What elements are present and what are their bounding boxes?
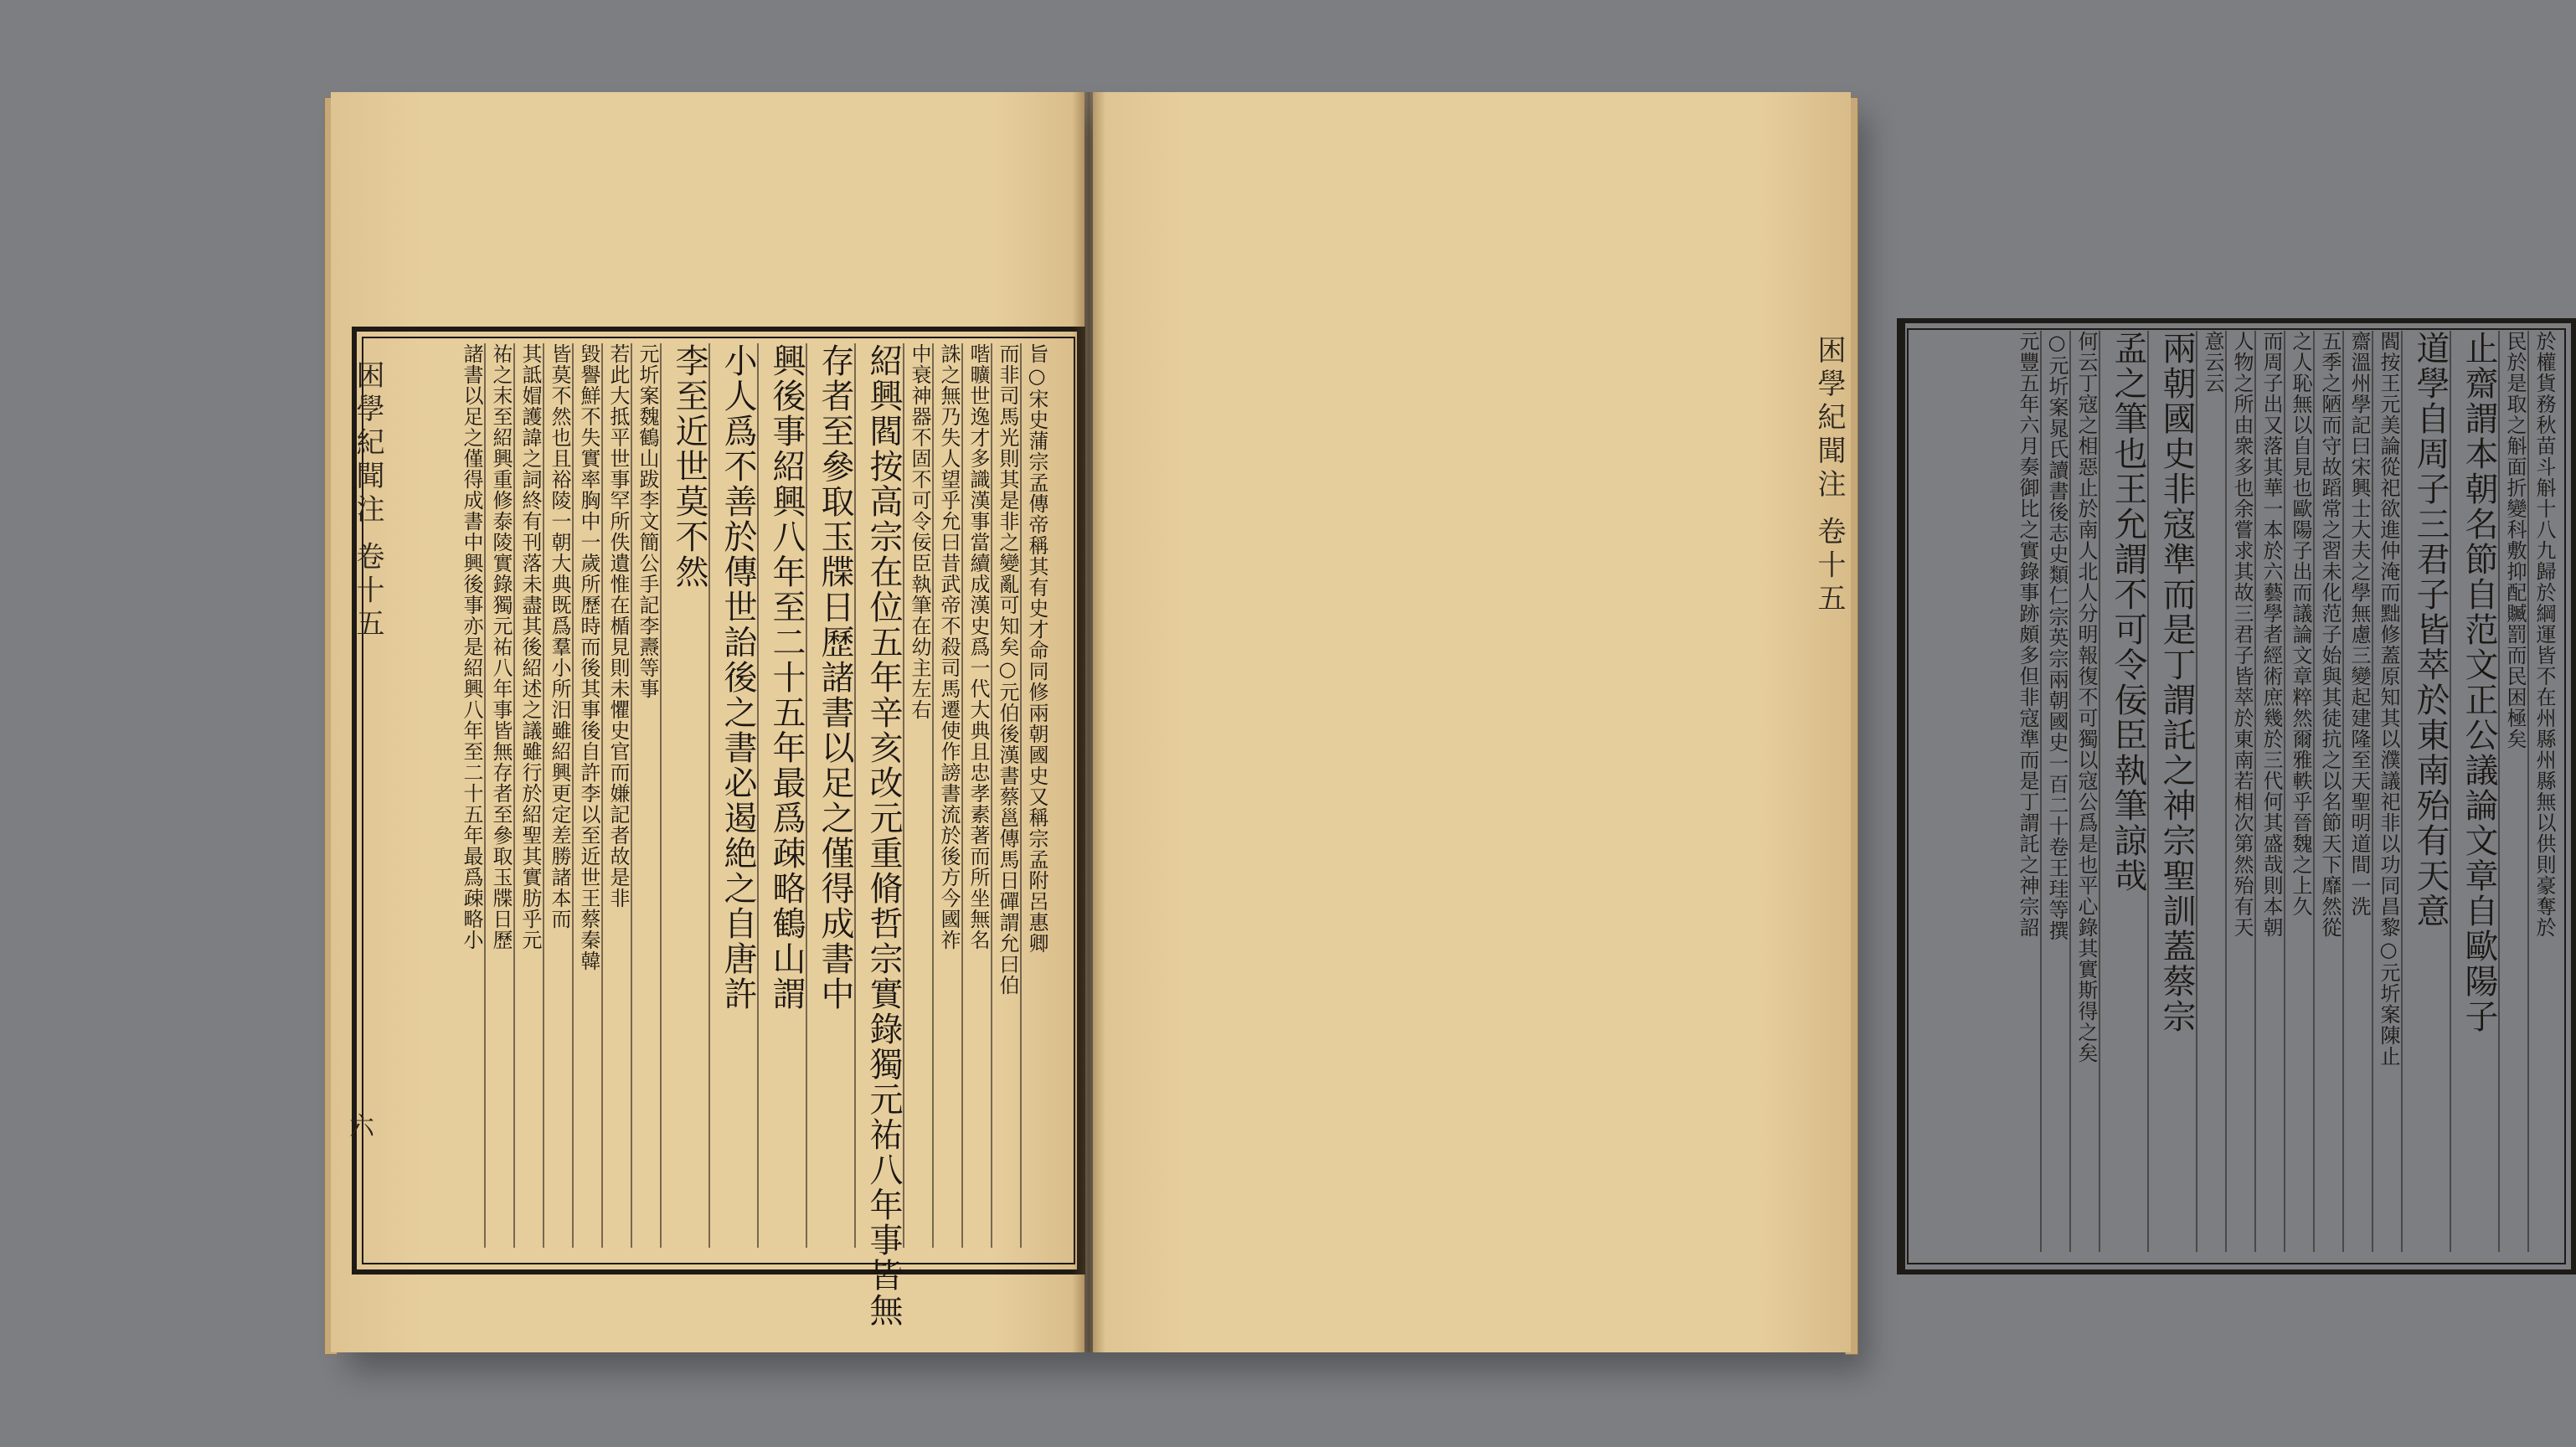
main-text-column: 興後事紹興八年至二十五年最爲疎略鶴山謂 — [767, 343, 806, 1012]
column-rule — [484, 343, 486, 1248]
main-text-column: 李至近世莫不然 — [670, 343, 708, 590]
column-rule — [806, 343, 807, 1248]
commentary-column: 毀譽鮮不失實率胸中一歲所歷時而後其事後自許李以至近世王蔡秦韓 — [577, 343, 600, 971]
commentary-column: 諸書以足之僅得成書中興後事亦是紹興八年至二十五年最爲疎略小 — [460, 343, 483, 950]
column-rule — [991, 343, 992, 1248]
commentary-column: 旨○宋史蒲宗孟傳帝稱其有史才命同修兩朝國史又稱宗孟附呂惠卿 — [1025, 343, 1048, 954]
column-rule — [2040, 331, 2042, 1252]
right-margin-title: 困學紀聞注 卷十五 — [1812, 335, 1846, 617]
commentary-column: 皆莫不然也且裕陵一朝大典既爲羣小所汨雖紹興更定差勝諸本而 — [548, 343, 571, 929]
commentary-column: 民於是取之斛面折變科敷抑配贓罰而民困極矣 — [2503, 331, 2527, 749]
main-text-column: 兩朝國史非寇準而是丁謂託之神宗聖訓蓋蔡宗 — [2157, 331, 2196, 1034]
column-rule — [932, 343, 934, 1248]
book-gutter — [1072, 92, 1105, 1352]
column-rule — [513, 343, 515, 1248]
main-text-column: 孟之筆也王允謂不可令佞臣執筆諒哉 — [2109, 331, 2147, 893]
column-rule — [572, 343, 574, 1248]
main-text-column: 道學自周子三君子皆萃於東南殆有天意 — [2411, 331, 2450, 929]
column-rule — [2372, 331, 2373, 1252]
column-rule — [2099, 331, 2100, 1252]
commentary-column: 閻按王元美論從祀欲進仲淹而黜修蓋原知其以濮議祀非以功同昌黎○元圻案陳止 — [2377, 331, 2400, 1067]
column-rule — [903, 343, 904, 1248]
main-text-column: 存者至參取玉牒日歷諸書以足之僅得成書中 — [816, 343, 854, 1012]
page-number: 六 — [349, 1112, 374, 1141]
main-text-column: 小人爲不善於傳世詒後之書必遏絶之自唐許 — [719, 343, 757, 1012]
left-text-columns — [377, 343, 1048, 1328]
left-margin-title: 困學紀聞注 卷十五 — [351, 360, 384, 642]
commentary-column: ○元圻案晁氏讀書後志史類仁宗英宗兩朝國史一百二十卷王珪等撰 — [2045, 331, 2069, 941]
commentary-column: 其詆媢護諱之詞終有刊落未盡其後紹述之議雖行於紹聖其實肪乎元 — [518, 343, 542, 950]
main-text-column: 紹興閻按高宗在位五年辛亥改元重脩哲宗實錄獨元祐八年事皆無 — [864, 343, 903, 1328]
commentary-column: 誅之無乃失人望乎允曰昔武帝不殺司馬遷使作謗書流於後方今國祚 — [937, 343, 961, 950]
main-text-column: 止齋謂本朝名節自范文正公議論文章自歐陽子 — [2460, 331, 2498, 1034]
commentary-column: 意云云 — [2201, 331, 2224, 394]
open-book — [331, 92, 2556, 1357]
column-rule — [2196, 331, 2197, 1252]
column-rule — [2401, 331, 2403, 1252]
column-rule — [1020, 343, 1022, 1248]
commentary-column: 祐之末至紹興重修泰陵實錄獨元祐八年事皆無存者至參取玉牒日歷 — [489, 343, 513, 950]
column-rule — [961, 343, 963, 1248]
column-rule — [757, 343, 759, 1248]
commentary-column: 人物之所由衆多也余嘗求其故三君子皆萃於東南若相次第然殆有天 — [2230, 331, 2254, 938]
column-rule — [660, 343, 662, 1248]
column-rule — [2342, 331, 2344, 1252]
column-rule — [2254, 331, 2256, 1252]
column-rule — [631, 343, 632, 1248]
commentary-column: 何云丁寇之相惡止於南人北人分明報復不可獨以寇公爲是也平心錄其實斯得之矣 — [2074, 331, 2098, 1063]
right-text-columns — [1914, 331, 2554, 1252]
column-rule — [2225, 331, 2227, 1252]
commentary-column: 元圻案魏鶴山跋李文簡公手記李燾等事 — [636, 343, 659, 699]
right-page — [1093, 92, 2556, 1352]
column-rule — [601, 343, 603, 1248]
commentary-column: 而非司馬光則其是非之變亂可知矣○元伯後漢書蔡邕傳馬日磾謂允曰伯 — [996, 343, 1019, 996]
commentary-column: 五季之陋而守故蹈常之習未化范子始與其徒抗之以名節天下靡然從 — [2318, 331, 2342, 938]
column-rule — [543, 343, 544, 1248]
column-rule — [2147, 331, 2149, 1252]
commentary-column: 而周子出又落其華一本於六藝學者經術庶幾於三代何其盛哉則本朝 — [2259, 331, 2283, 938]
column-rule — [2284, 331, 2285, 1252]
column-rule — [2313, 331, 2315, 1252]
column-rule — [2450, 331, 2451, 1252]
commentary-column: 若此大抵平世事罕所佚遺惟在楯見則未懼史官而嫌記者故是非 — [606, 343, 630, 909]
column-rule — [708, 343, 710, 1248]
commentary-column: 喈曠世逸才多識漢事當續成漢史爲一代大典且忠孝素著而所坐無名 — [966, 343, 990, 950]
commentary-column: 之人恥無以自見也歐陽子出而議論文章粹然爾雅軼乎晉魏之上久 — [2289, 331, 2312, 917]
commentary-column: 齋溫州學記曰宋興士大夫之學無慮三變起建隆至天聖明道間一洗 — [2347, 331, 2371, 917]
commentary-column: 於權貨務秋苗斗斛十八九歸於綱運皆不在州縣州縣無以供則豪奪於 — [2532, 331, 2556, 938]
column-rule — [2069, 331, 2071, 1252]
column-rule — [854, 343, 856, 1248]
commentary-column: 元豐五年六月奏御比之實錄事跡頗多但非寇準而是丁謂託之神宗詔 — [2016, 331, 2039, 938]
column-rule — [2527, 331, 2529, 1252]
column-rule — [2498, 331, 2500, 1252]
commentary-column: 中衰神器不固不可令佞臣執筆在幼主左右 — [908, 343, 931, 720]
left-page — [331, 92, 1084, 1352]
